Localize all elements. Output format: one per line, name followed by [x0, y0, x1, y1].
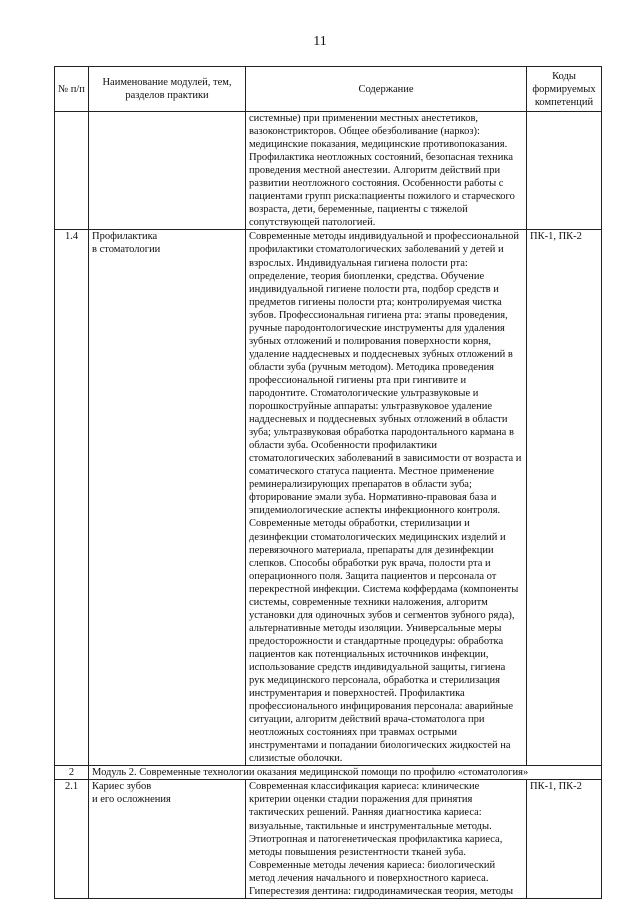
content-line: проведения местной анестезии. Алгоритм действий при: [249, 165, 501, 177]
content-line: дезинфекции стоматологических медицинских изделий и: [249, 531, 506, 543]
content-line: порошкоструйные аппараты: ультразвуковое удаление: [249, 401, 492, 413]
row-number: 2: [55, 766, 89, 780]
content-line: вазоконстрикторов. Общее обезболивание (наркоз):: [249, 126, 480, 138]
header-content: Содержание: [246, 67, 527, 112]
content-line: Современная классификация кариеса: клинические: [249, 781, 480, 793]
table-row: [55, 112, 602, 230]
content-line: зуба; ультразвуковая обработка пародонтального кармана в: [249, 427, 514, 439]
content-line: критерии оценки стадии поражения для принятия: [249, 794, 473, 806]
module-row: [55, 766, 602, 780]
content-line: рук медицинского персонала, обработка и стерилизация: [249, 675, 500, 687]
content-line: метод лечения начального и поверхностного кариеса.: [249, 872, 489, 884]
content-line: установки для одиночных зубов и сегментов зубного ряда),: [249, 609, 515, 621]
content-line: инструментами и попадании биологических жидкостей на: [249, 740, 511, 752]
page-number: 11: [313, 34, 327, 49]
content-line: предметов гигиены полости рта; контролируемая чистка: [249, 296, 502, 308]
content-line: области зуба (ручным методом). Методика проведения: [249, 361, 495, 373]
table-header-row: [55, 67, 602, 112]
content-line: пациентов как потенциальных источников инфекции,: [249, 648, 489, 660]
content-line: использование средств индивидуальной защиты, гигиена: [249, 661, 506, 673]
competency-codes: ПК-1, ПК-2: [527, 230, 602, 766]
content-line: индивидуальной гигиене полости рта, подбор средств и: [249, 283, 499, 295]
topic-name: [89, 112, 246, 230]
content-line: операционного поля. Защита пациентов и персонала от: [249, 570, 497, 582]
content-line: пародонтите. Стоматологические ультразвуковые и: [249, 387, 479, 399]
content-line: наддесневых и поддесневых зубных отложений в области: [249, 414, 508, 426]
header-name: Наименование модулей, тем, разделов практики: [89, 67, 246, 112]
topic-name-line: в стоматологии: [92, 244, 161, 256]
content-line: перекрестной инфекции. Система коффердама (компоненты: [249, 583, 519, 595]
content-line: предосторожности и стандартные процедуры: обработка: [249, 635, 504, 647]
topic-name-line: Кариес зубов: [92, 781, 152, 793]
content-line: зубных отложений и полирования поверхности корня,: [249, 335, 492, 347]
topic-name: [89, 230, 246, 766]
content-line: развитии неотложного состояния. Особенности работы с: [249, 178, 504, 190]
topic-name-line: Профилактика: [92, 231, 158, 243]
topic-content: [246, 780, 527, 898]
content-line: ручные пародонтологические инструменты для удаления: [249, 322, 505, 334]
header-num: № п/п: [55, 67, 89, 112]
content-line: профилактики стоматологических заболеваний у детей и: [249, 244, 504, 256]
content-line: системные) при применении местных анестетиков,: [249, 113, 479, 124]
module-title: Модуль 2. Современные технологии оказания медицинской помощи по профилю «стоматология»: [89, 766, 602, 780]
content-line: удаление наддесневых и поддесневых зубных отложений в: [249, 348, 513, 360]
topic-content: [246, 112, 527, 230]
row-number: 2.1: [55, 780, 89, 898]
content-line: соматического статуса пациента. Местное применение: [249, 466, 495, 478]
content-line: перевязочного материала, препараты для дезинфекции: [249, 544, 494, 556]
competency-codes: [527, 112, 602, 230]
content-line: медицинские показания, медицинские противопоказания.: [249, 139, 508, 151]
content-line: альтернативные методы изоляции. Универсальные меры: [249, 622, 502, 634]
topic-name: [89, 780, 246, 898]
content-line: взрослых. Индивидуальная гигиена полости рта:: [249, 257, 468, 269]
content-line: Этиотропная и патогенетическая профилактика кариеса,: [249, 833, 503, 845]
content-line: тактических решений. Ранняя диагностика кариеса:: [249, 807, 482, 819]
content-line: слепков. Способы обработки рук врача, полости рта и: [249, 557, 491, 569]
content-line: эпидемиологические аспекты инфекционного контроля.: [249, 505, 501, 517]
content-line: Современные методы обработки, стерилизации и: [249, 518, 470, 530]
practice-table: [54, 66, 602, 899]
content-line: слизистые оболочки.: [249, 753, 343, 765]
header-codes: Коды формируемых компетенций: [527, 67, 602, 112]
row-number: [55, 112, 89, 230]
content-line: фторирование эмали зуба. Нормативно-правовая база и: [249, 492, 497, 504]
content-line: реминерализирующих препаратов в области зуба;: [249, 479, 472, 491]
content-line: Профилактика неотложных состояний, безопасная техника: [249, 152, 514, 164]
competency-codes: ПК-1, ПК-2: [527, 780, 602, 898]
content-line: ситуации, алгоритм действий врача-стоматолога при: [249, 714, 485, 726]
content-line: стоматологических заболеваний в зависимости от возраста и: [249, 453, 522, 465]
content-line: системы, современные техники наложения, алгоритм: [249, 596, 488, 608]
topic-content: [246, 230, 527, 766]
content-line: профессионального инфицирования персонала: аварийные: [249, 701, 514, 713]
content-line: зубов. Профессиональная гигиена рта: этапы проведения,: [249, 309, 508, 321]
content-line: инструментария и поверхностей. Профилактика: [249, 688, 465, 700]
content-line: Современные методы индивидуальной и профессиональной: [249, 231, 520, 243]
content-line: определение, теория биопленки, средства. Обучение: [249, 270, 485, 282]
content-line: пациентами групп риска:пациенты пожилого и старческого: [249, 191, 515, 203]
topic-name-line: и его осложнения: [92, 794, 171, 806]
content-line: области зуба. Особенности профилактики: [249, 440, 437, 452]
table-row: [55, 230, 602, 766]
content-line: профессиональной гигиены рта при гингивите и: [249, 374, 467, 386]
table-row: [55, 780, 602, 898]
table-body: [55, 112, 602, 899]
content-line: возраста, дети, беременные, пациенты с тяжелой: [249, 204, 468, 216]
content-line: сопутствующей патологией.: [249, 217, 376, 229]
content-line: Гиперестезия дентина: гидродинамическая теория, методы: [249, 885, 514, 897]
row-number: 1.4: [55, 230, 89, 766]
content-line: методы повышения резистентности тканей зуба.: [249, 846, 466, 858]
content-line: Современные методы лечения кариеса: биологический: [249, 859, 496, 871]
content-line: визуальные, тактильные и инструментальные методы.: [249, 820, 492, 832]
content-line: неотложных состояниях при травмах острыми: [249, 727, 457, 739]
